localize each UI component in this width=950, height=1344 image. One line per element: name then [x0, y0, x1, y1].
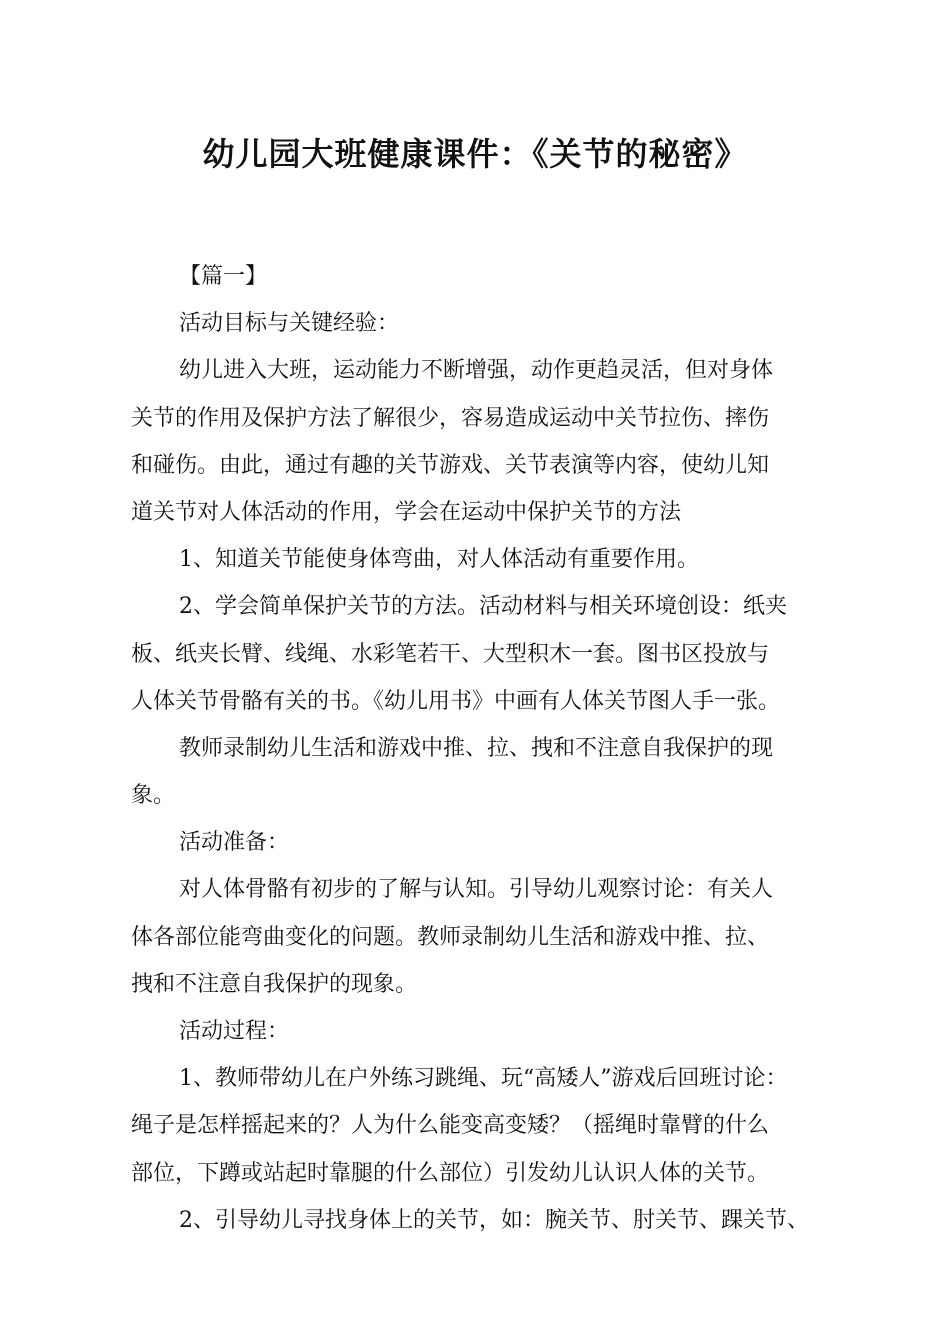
paragraph-line: 体各部位能弯曲变化的问题。教师录制幼儿生活和游戏中推、拉、: [131, 924, 770, 950]
paragraph-line: 教师录制幼儿生活和游戏中推、拉、拽和不注意自我保护的现: [179, 735, 774, 761]
paragraph-line: 绳子是怎样摇起来的？人为什么能变高变矮？（摇绳时靠臂的什么: [131, 1113, 770, 1139]
paragraph-line: 象。: [131, 783, 176, 809]
paragraph-line: 活动目标与关键经验：: [179, 311, 400, 337]
paragraph-line: 活动准备：: [179, 830, 290, 856]
paragraph-line: 和碰伤。由此，通过有趣的关节游戏、关节表演等内容，使幼儿知: [131, 452, 770, 478]
paragraph-line: 部位，下蹲或站起时靠腿的什么部位）引发幼儿认识人体的关节。: [131, 1160, 770, 1186]
paragraph-line: 2、学会简单保护关节的方法。活动材料与相关环境创设：纸夹: [179, 594, 787, 620]
paragraph-line: 1、教师带幼儿在户外练习跳绳、玩“高矮人”游戏后回班讨论：: [179, 1066, 788, 1092]
paragraph-line: 关节的作用及保护方法了解很少，容易造成运动中关节拉伤、摔伤: [131, 405, 770, 431]
document-body: [131, 253, 831, 1244]
paragraph-line: 拽和不注意自我保护的现象。: [131, 971, 418, 997]
paragraph-line: 活动过程：: [179, 1019, 290, 1044]
paragraph-line: 幼儿进入大班，运动能力不断增强，动作更趋灵活，但对身体: [179, 358, 774, 384]
paragraph-line: 2、引导幼儿寻找身体上的关节，如：腕关节、肘关节、踝关节、: [179, 1207, 809, 1233]
section-heading: 【篇一】: [179, 264, 268, 289]
paragraph-line: 道关节对人体活动的作用，学会在运动中保护关节的方法: [131, 499, 682, 525]
paragraph-line: 板、纸夹长臂、线绳、水彩笔若干、大型积木一套。图书区投放与: [131, 641, 770, 667]
paragraph-line: 对人体骨骼有初步的了解与认知。引导幼儿观察讨论：有关人: [179, 877, 774, 903]
paragraph-line: 1、知道关节能使身体弯曲，对人体活动有重要作用。: [179, 547, 699, 573]
document-title: 幼儿园大班健康课件：《关节的秘密》: [202, 135, 748, 173]
paragraph-line: 人体关节骨骼有关的书。《幼儿用书》中画有人体关节图人手一张。: [131, 688, 781, 714]
